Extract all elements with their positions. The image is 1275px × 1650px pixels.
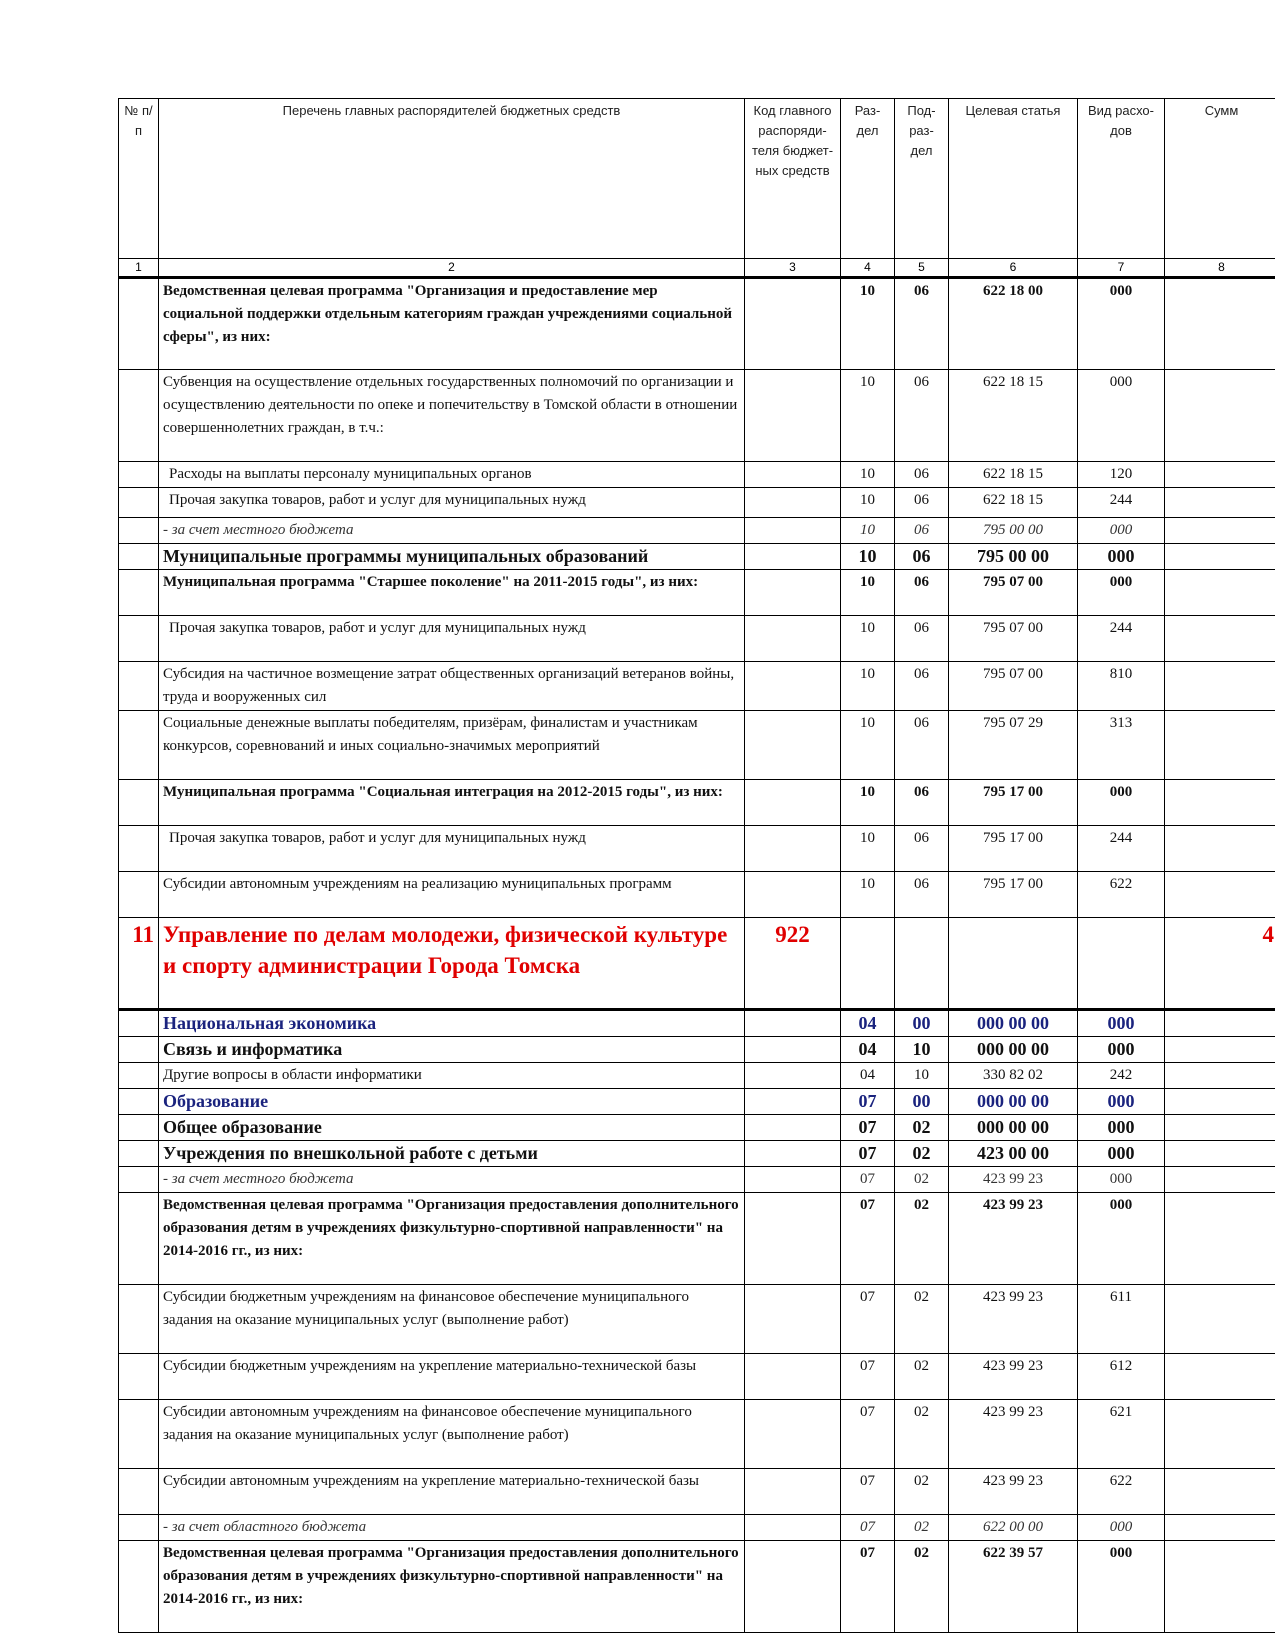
row-vid: 000 [1078, 544, 1165, 570]
row-razdel [841, 918, 895, 1010]
row-podrazdel: 06 [895, 570, 949, 616]
row-podrazdel: 00 [895, 1089, 949, 1115]
row-name: Субсидии бюджетным учреждениям на финансовое обеспечение муниципального задания на оказание муниципальных услуг (выполнение работ) [159, 1285, 745, 1354]
row-code [745, 370, 841, 462]
row-name: Муниципальная программа "Старшее поколение" на 2011-2015 годы", из них: [159, 570, 745, 616]
row-podrazdel: 06 [895, 711, 949, 780]
row-code [745, 1115, 841, 1141]
row-number [119, 370, 159, 462]
row-podrazdel: 02 [895, 1141, 949, 1167]
row-code [745, 488, 841, 518]
row-statya: 795 17 00 [949, 826, 1078, 872]
row-number [119, 1115, 159, 1141]
row-number [119, 1167, 159, 1193]
row-name: Субсидии автономным учреждениям на финансовое обеспечение муниципального задания на оказание муниципальных услуг (выполнение работ) [159, 1400, 745, 1469]
row-statya: 622 18 15 [949, 370, 1078, 462]
table-row-department [119, 918, 1275, 1010]
row-number [119, 1010, 159, 1037]
header-vid: Вид расхо-дов [1078, 99, 1165, 259]
row-name: - за счет местного бюджета [159, 518, 745, 544]
table-row [119, 1063, 1275, 1089]
row-vid: 000 [1078, 1141, 1165, 1167]
row-vid: 000 [1078, 1010, 1165, 1037]
row-number [119, 518, 159, 544]
row-number [119, 544, 159, 570]
row-number [119, 570, 159, 616]
table-header-row [119, 99, 1275, 259]
column-number: 2 [159, 259, 745, 278]
row-name: Субсидии автономным учреждениям на реализацию муниципальных программ [159, 872, 745, 918]
row-code [745, 662, 841, 711]
row-statya: 423 99 23 [949, 1400, 1078, 1469]
table-row [119, 662, 1275, 711]
budget-table [118, 98, 1275, 1633]
row-podrazdel: 02 [895, 1354, 949, 1400]
table-row [119, 1141, 1275, 1167]
table-row [119, 1469, 1275, 1515]
row-name: Ведомственная целевая программа "Организация предоставления дополнительного образования детям в учреждениях физкультурно-спортивной направленности" на 2014-2016 гг., из них: [159, 1193, 745, 1285]
row-name: Ведомственная целевая программа "Организация предоставления дополнительного образования детям в учреждениях физкультурно-спортивной направленности" на 2014-2016 гг., из них: [159, 1541, 745, 1633]
row-sum: 4 [1165, 918, 1275, 1010]
row-number [119, 488, 159, 518]
row-podrazdel: 02 [895, 1541, 949, 1633]
row-vid: 242 [1078, 1063, 1165, 1089]
row-statya: 795 00 00 [949, 518, 1078, 544]
row-vid: 000 [1078, 1515, 1165, 1541]
row-sum [1165, 544, 1275, 570]
row-sum [1165, 1010, 1275, 1037]
row-sum [1165, 1037, 1275, 1063]
row-statya: 795 17 00 [949, 872, 1078, 918]
row-podrazdel: 00 [895, 1010, 949, 1037]
row-statya: 622 18 15 [949, 462, 1078, 488]
row-sum [1165, 278, 1275, 370]
row-razdel: 07 [841, 1515, 895, 1541]
table-row [119, 711, 1275, 780]
row-vid: 611 [1078, 1285, 1165, 1354]
row-podrazdel: 06 [895, 826, 949, 872]
row-razdel: 07 [841, 1193, 895, 1285]
row-statya: 423 99 23 [949, 1354, 1078, 1400]
row-vid: 810 [1078, 662, 1165, 711]
row-podrazdel: 06 [895, 488, 949, 518]
row-podrazdel: 06 [895, 872, 949, 918]
row-number [119, 1354, 159, 1400]
row-razdel: 10 [841, 780, 895, 826]
row-code [745, 1515, 841, 1541]
row-name: Образование [159, 1089, 745, 1115]
row-code [745, 1089, 841, 1115]
row-name: Связь и информатика [159, 1037, 745, 1063]
header-sum: Сумм [1165, 99, 1275, 259]
row-name: Учреждения по внешкольной работе с детьми [159, 1141, 745, 1167]
column-number: 8 [1165, 259, 1275, 278]
row-vid: 000 [1078, 1167, 1165, 1193]
table-row [119, 544, 1275, 570]
row-number [119, 1541, 159, 1633]
row-vid [1078, 918, 1165, 1010]
row-vid: 000 [1078, 518, 1165, 544]
row-name: Субвенция на осуществление отдельных государственных полномочий по организации и осуществлению деятельности по опеке и попечительству в Томской области в отношении совершеннолетних граждан, в т.ч.: [159, 370, 745, 462]
row-razdel: 07 [841, 1285, 895, 1354]
table-row [119, 462, 1275, 488]
row-name: - за счет областного бюджета [159, 1515, 745, 1541]
row-razdel: 07 [841, 1141, 895, 1167]
column-number: 6 [949, 259, 1078, 278]
row-vid: 000 [1078, 570, 1165, 616]
row-sum [1165, 826, 1275, 872]
row-vid: 244 [1078, 826, 1165, 872]
row-number [119, 1400, 159, 1469]
budget-table-sheet [118, 98, 1275, 1633]
row-number [119, 616, 159, 662]
row-number [119, 711, 159, 780]
row-sum [1165, 1089, 1275, 1115]
table-row [119, 278, 1275, 370]
row-number [119, 1193, 159, 1285]
table-row [119, 1089, 1275, 1115]
table-row [119, 1354, 1275, 1400]
row-name: Другие вопросы в области информатики [159, 1063, 745, 1089]
row-name: Социальные денежные выплаты победителям, призёрам, финалистам и участникам конкурсов, соревнований и иных социально-значимых мероприятий [159, 711, 745, 780]
row-razdel: 10 [841, 662, 895, 711]
row-name: Муниципальная программа "Социальная интеграция на 2012-2015 годы", из них: [159, 780, 745, 826]
row-number [119, 1285, 159, 1354]
column-number: 3 [745, 259, 841, 278]
column-number: 4 [841, 259, 895, 278]
row-name: Общее образование [159, 1115, 745, 1141]
row-podrazdel: 06 [895, 544, 949, 570]
row-statya: 795 07 29 [949, 711, 1078, 780]
table-row [119, 570, 1275, 616]
header-code: Код главного распоряди-теля бюджет-ных средств [745, 99, 841, 259]
row-code [745, 1037, 841, 1063]
row-sum [1165, 1515, 1275, 1541]
table-row [119, 1193, 1275, 1285]
row-vid: 000 [1078, 1115, 1165, 1141]
row-number [119, 1089, 159, 1115]
row-statya: 000 00 00 [949, 1037, 1078, 1063]
row-statya: 622 18 00 [949, 278, 1078, 370]
row-code [745, 1285, 841, 1354]
row-vid: 000 [1078, 1541, 1165, 1633]
row-name: Прочая закупка товаров, работ и услуг для муниципальных нужд [159, 826, 745, 872]
row-sum [1165, 570, 1275, 616]
row-vid: 120 [1078, 462, 1165, 488]
row-razdel: 04 [841, 1010, 895, 1037]
row-sum [1165, 1541, 1275, 1633]
row-sum [1165, 1285, 1275, 1354]
row-code [745, 1167, 841, 1193]
row-razdel: 07 [841, 1089, 895, 1115]
table-row [119, 1541, 1275, 1633]
table-row [119, 780, 1275, 826]
row-razdel: 10 [841, 370, 895, 462]
header-name: Перечень главных распорядителей бюджетных средств [159, 99, 745, 259]
row-name: Управление по делам молодежи, физической культуре и спорту администрации Города Томска [159, 918, 745, 1010]
row-razdel: 07 [841, 1541, 895, 1633]
row-sum [1165, 1115, 1275, 1141]
row-code [745, 1541, 841, 1633]
row-code [745, 1193, 841, 1285]
table-row [119, 826, 1275, 872]
row-podrazdel: 06 [895, 616, 949, 662]
row-sum [1165, 462, 1275, 488]
row-sum [1165, 872, 1275, 918]
row-vid: 000 [1078, 1193, 1165, 1285]
row-number [119, 662, 159, 711]
row-code: 922 [745, 918, 841, 1010]
column-number-row [119, 259, 1275, 278]
row-statya: 423 00 00 [949, 1141, 1078, 1167]
table-row [119, 518, 1275, 544]
header-statya: Целевая статья [949, 99, 1078, 259]
row-podrazdel: 02 [895, 1515, 949, 1541]
row-statya: 795 17 00 [949, 780, 1078, 826]
column-number: 7 [1078, 259, 1165, 278]
table-row [119, 1037, 1275, 1063]
row-statya: 622 00 00 [949, 1515, 1078, 1541]
row-number [119, 872, 159, 918]
row-code [745, 1063, 841, 1089]
row-vid: 000 [1078, 278, 1165, 370]
row-podrazdel: 02 [895, 1167, 949, 1193]
row-statya: 795 07 00 [949, 616, 1078, 662]
row-code [745, 278, 841, 370]
table-row [119, 370, 1275, 462]
row-vid: 621 [1078, 1400, 1165, 1469]
row-podrazdel: 10 [895, 1037, 949, 1063]
row-name: Ведомственная целевая программа "Организация и предоставление мер социальной поддержки отдельным категориям граждан учреждениями социальной сферы", из них: [159, 278, 745, 370]
row-podrazdel: 06 [895, 278, 949, 370]
row-code [745, 518, 841, 544]
row-razdel: 10 [841, 711, 895, 780]
row-statya: 622 39 57 [949, 1541, 1078, 1633]
row-sum [1165, 1400, 1275, 1469]
row-razdel: 04 [841, 1063, 895, 1089]
row-sum [1165, 488, 1275, 518]
row-name: Субсидия на частичное возмещение затрат общественных организаций ветеранов войны, труда и вооруженных сил [159, 662, 745, 711]
row-podrazdel: 02 [895, 1285, 949, 1354]
row-razdel: 04 [841, 1037, 895, 1063]
row-razdel: 10 [841, 488, 895, 518]
row-number [119, 780, 159, 826]
row-vid: 244 [1078, 616, 1165, 662]
row-number [119, 1469, 159, 1515]
row-razdel: 07 [841, 1167, 895, 1193]
table-row [119, 1285, 1275, 1354]
row-name: Расходы на выплаты персоналу муниципальных органов [159, 462, 745, 488]
row-podrazdel: 06 [895, 780, 949, 826]
row-razdel: 10 [841, 462, 895, 488]
row-sum [1165, 711, 1275, 780]
row-number [119, 1515, 159, 1541]
row-sum [1165, 370, 1275, 462]
table-row [119, 488, 1275, 518]
row-podrazdel: 02 [895, 1400, 949, 1469]
row-code [745, 1141, 841, 1167]
row-podrazdel: 06 [895, 518, 949, 544]
row-podrazdel: 02 [895, 1469, 949, 1515]
header-number: № п/п [119, 99, 159, 259]
header-podrazdel: Под-раз-дел [895, 99, 949, 259]
row-name: Субсидии бюджетным учреждениям на укрепление материально-технической базы [159, 1354, 745, 1400]
row-sum [1165, 1354, 1275, 1400]
column-number: 1 [119, 259, 159, 278]
row-razdel: 10 [841, 826, 895, 872]
row-razdel: 10 [841, 518, 895, 544]
row-number [119, 462, 159, 488]
row-razdel: 10 [841, 616, 895, 662]
row-razdel: 10 [841, 872, 895, 918]
row-razdel: 07 [841, 1400, 895, 1469]
row-number [119, 278, 159, 370]
row-statya: 423 99 23 [949, 1469, 1078, 1515]
row-statya: 795 07 00 [949, 570, 1078, 616]
row-code [745, 1010, 841, 1037]
row-sum [1165, 1063, 1275, 1089]
row-number [119, 826, 159, 872]
row-sum [1165, 518, 1275, 544]
row-statya: 423 99 23 [949, 1285, 1078, 1354]
row-statya: 000 00 00 [949, 1010, 1078, 1037]
row-name: Субсидии автономным учреждениям на укрепление материально-технической базы [159, 1469, 745, 1515]
row-code [745, 544, 841, 570]
row-vid: 313 [1078, 711, 1165, 780]
row-razdel: 10 [841, 544, 895, 570]
column-number: 5 [895, 259, 949, 278]
row-razdel: 10 [841, 278, 895, 370]
row-sum [1165, 1141, 1275, 1167]
row-statya: 795 07 00 [949, 662, 1078, 711]
row-statya: 000 00 00 [949, 1089, 1078, 1115]
row-razdel: 07 [841, 1354, 895, 1400]
row-name: Прочая закупка товаров, работ и услуг для муниципальных нужд [159, 616, 745, 662]
row-vid: 000 [1078, 370, 1165, 462]
row-code [745, 462, 841, 488]
table-row [119, 1167, 1275, 1193]
row-vid: 000 [1078, 1037, 1165, 1063]
row-razdel: 07 [841, 1469, 895, 1515]
table-row [119, 1515, 1275, 1541]
row-podrazdel: 06 [895, 662, 949, 711]
row-number [119, 1037, 159, 1063]
row-code [745, 616, 841, 662]
table-row [119, 1010, 1275, 1037]
table-row [119, 872, 1275, 918]
row-podrazdel: 10 [895, 1063, 949, 1089]
row-name: - за счет местного бюджета [159, 1167, 745, 1193]
row-name: Национальная экономика [159, 1010, 745, 1037]
table-row [119, 1115, 1275, 1141]
row-statya: 330 82 02 [949, 1063, 1078, 1089]
row-podrazdel: 02 [895, 1115, 949, 1141]
row-vid: 622 [1078, 872, 1165, 918]
row-code [745, 780, 841, 826]
row-number [119, 1063, 159, 1089]
row-code [745, 711, 841, 780]
row-statya [949, 918, 1078, 1010]
row-number [119, 1141, 159, 1167]
row-code [745, 1400, 841, 1469]
row-sum [1165, 780, 1275, 826]
row-podrazdel: 06 [895, 370, 949, 462]
row-statya: 795 00 00 [949, 544, 1078, 570]
row-sum [1165, 662, 1275, 711]
row-code [745, 872, 841, 918]
row-statya: 000 00 00 [949, 1115, 1078, 1141]
row-code [745, 826, 841, 872]
table-row [119, 616, 1275, 662]
row-razdel: 10 [841, 570, 895, 616]
row-code [745, 1469, 841, 1515]
row-vid: 612 [1078, 1354, 1165, 1400]
row-podrazdel [895, 918, 949, 1010]
row-sum [1165, 1193, 1275, 1285]
row-statya: 622 18 15 [949, 488, 1078, 518]
row-code [745, 1354, 841, 1400]
row-vid: 622 [1078, 1469, 1165, 1515]
row-number: 11 [119, 918, 159, 1010]
row-podrazdel: 06 [895, 462, 949, 488]
row-sum [1165, 1167, 1275, 1193]
header-razdel: Раз-дел [841, 99, 895, 259]
row-sum [1165, 616, 1275, 662]
row-statya: 423 99 23 [949, 1167, 1078, 1193]
table-row [119, 1400, 1275, 1469]
row-code [745, 570, 841, 616]
row-razdel: 07 [841, 1115, 895, 1141]
row-vid: 000 [1078, 780, 1165, 826]
row-statya: 423 99 23 [949, 1193, 1078, 1285]
row-podrazdel: 02 [895, 1193, 949, 1285]
row-sum [1165, 1469, 1275, 1515]
row-vid: 000 [1078, 1089, 1165, 1115]
row-name: Прочая закупка товаров, работ и услуг для муниципальных нужд [159, 488, 745, 518]
row-vid: 244 [1078, 488, 1165, 518]
row-name: Муниципальные программы муниципальных образований [159, 544, 745, 570]
